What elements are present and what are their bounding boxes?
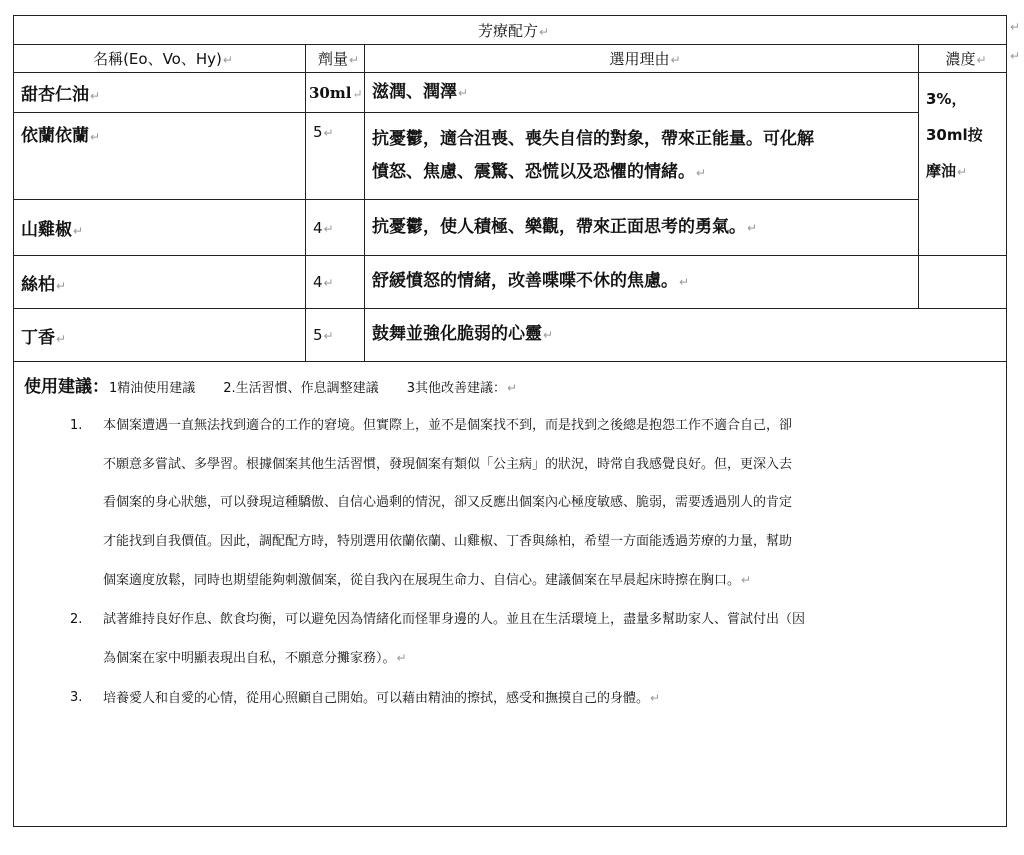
oil-name: 丁香↵: [14, 309, 306, 362]
table-row: [14, 113, 1007, 200]
oil-reason: 抗憂鬱，使人積極、樂觀，帶來正面思考的勇氣。↵: [365, 200, 919, 256]
oil-name: 甜杏仁油↵: [14, 73, 306, 113]
paragraph-mark: ↵: [1010, 49, 1021, 63]
oil-dose: 5↵: [306, 113, 365, 200]
table-row: [14, 200, 1007, 256]
list-item: 3. 培養愛人和自愛的心情，從用心照顧自己開始。可以藉由精油的擦拭，感受和撫摸自己的身體。↵: [70, 689, 661, 706]
table-title: 芳療配方↵: [14, 16, 1007, 45]
concentration-cell: 3%， 30ml按 摩油↵: [919, 73, 1007, 256]
header-concentration: 濃度↵: [919, 45, 1007, 73]
oil-dose: 4↵: [306, 200, 365, 256]
table-row: [14, 309, 1007, 362]
list-item: 2. 試著維持良好作息、飲食均衡，可以避免因為情緒化而怪罪身邊的人。並且在生活環境上，盡量多幫助家人、嘗試付出（因 為個案在家中明顯表現出自私，不願意分攤家務）。↵: [70, 611, 806, 666]
oil-name: 山雞椒↵: [14, 200, 306, 256]
header-dose: 劑量↵: [306, 45, 365, 73]
oil-reason: 鼓舞並強化脆弱的心靈↵: [365, 309, 1007, 362]
suggestion-list: [24, 407, 998, 718]
aromatherapy-table: [13, 15, 1007, 827]
paragraph-mark: ↵: [1010, 20, 1021, 34]
usage-suggestions: 使用建議：1精油使用建議 2.生活習慣、作息調整建議 3其他改善建議：↵ 1. 本個案遭遇一直無法找到適合的工作的窘境。但實際上，並不是個案找不到，而是找到之後總是抱怨工作不適合自己，卻 不願意多嘗試、多學習。根據個案其他生活習慣，發現個案有類似「公主病」的狀況，時常自我感覺良好。但，更深入去 看個案的身心狀態，可以發現這種驕傲、自信心過剩的情況，卻又反應出個案內心極度敏感、脆弱，需要透過別人的肯定 才能找到自我價值。因此，調配配方時，特別選用依蘭依蘭、山雞椒、丁香與絲柏，希望一方面能透過芳療的力量，幫助 個案適度放鬆，同時也期望能夠刺激個案，從自我內在展現生命力、自信心。建議個案在早晨起床時擦在胸口。↵ 2. 試著維持良好作息、飲食均衡，可以避免因為情緒化而怪罪身邊的人。並且在生活環境上，盡量多幫助家人、嘗試付出（因 為個案在家中明顯表現出自私，不願意分攤家務）。↵ 3. 培養愛人和自愛的心情，從用心照顧自己開始。可以藉由精油的擦拭，感受和撫摸自己的身體。↵: [14, 362, 1007, 827]
oil-name: 依蘭依蘭↵: [14, 113, 306, 200]
oil-reason: 舒緩憤怒的情緒，改善喋喋不休的焦慮。↵: [365, 256, 919, 309]
oil-name: 絲柏↵: [14, 256, 306, 309]
oil-reason: 抗憂鬱，適合沮喪、喪失自信的對象，帶來正能量。可化解 憤怒、焦慮、震驚、恐慌以及恐懼的情緒。↵: [365, 113, 919, 200]
concentration-cell-blank: [919, 256, 1007, 309]
oil-dose: 5↵: [306, 309, 365, 362]
header-reason: 選用理由↵: [365, 45, 919, 73]
oil-reason: 滋潤、潤澤↵: [365, 73, 919, 113]
table-row: [14, 256, 1007, 309]
list-item: 1. 本個案遭遇一直無法找到適合的工作的窘境。但實際上，並不是個案找不到，而是找到之後總是抱怨工作不適合自己，卻 不願意多嘗試、多學習。根據個案其他生活習慣，發現個案有類似「公主病」的狀況，時常自我感覺良好。但，更深入去 看個案的身心狀態，可以發現這種驕傲、自信心過剩的情況，卻又反應出個案內心極度敏感、脆弱，需要透過別人的肯定 才能找到自我價值。因此，調配配方時，特別選用依蘭依蘭、山雞椒、丁香與絲柏，希望一方面能透過芳療的力量，幫助 個案適度放鬆，同時也期望能夠刺激個案，從自我內在展現生命力、自信心。建議個案在早晨起床時擦在胸口。↵: [70, 418, 793, 588]
table-row: [14, 73, 1007, 113]
oil-dose: 30ml↵: [306, 73, 365, 113]
oil-dose: 4↵: [306, 256, 365, 309]
suggestions-heading: 使用建議：: [24, 377, 109, 397]
header-name: 名稱(Eo、Vo、Hy)↵: [14, 45, 306, 73]
suggestions-row: [14, 362, 1007, 827]
